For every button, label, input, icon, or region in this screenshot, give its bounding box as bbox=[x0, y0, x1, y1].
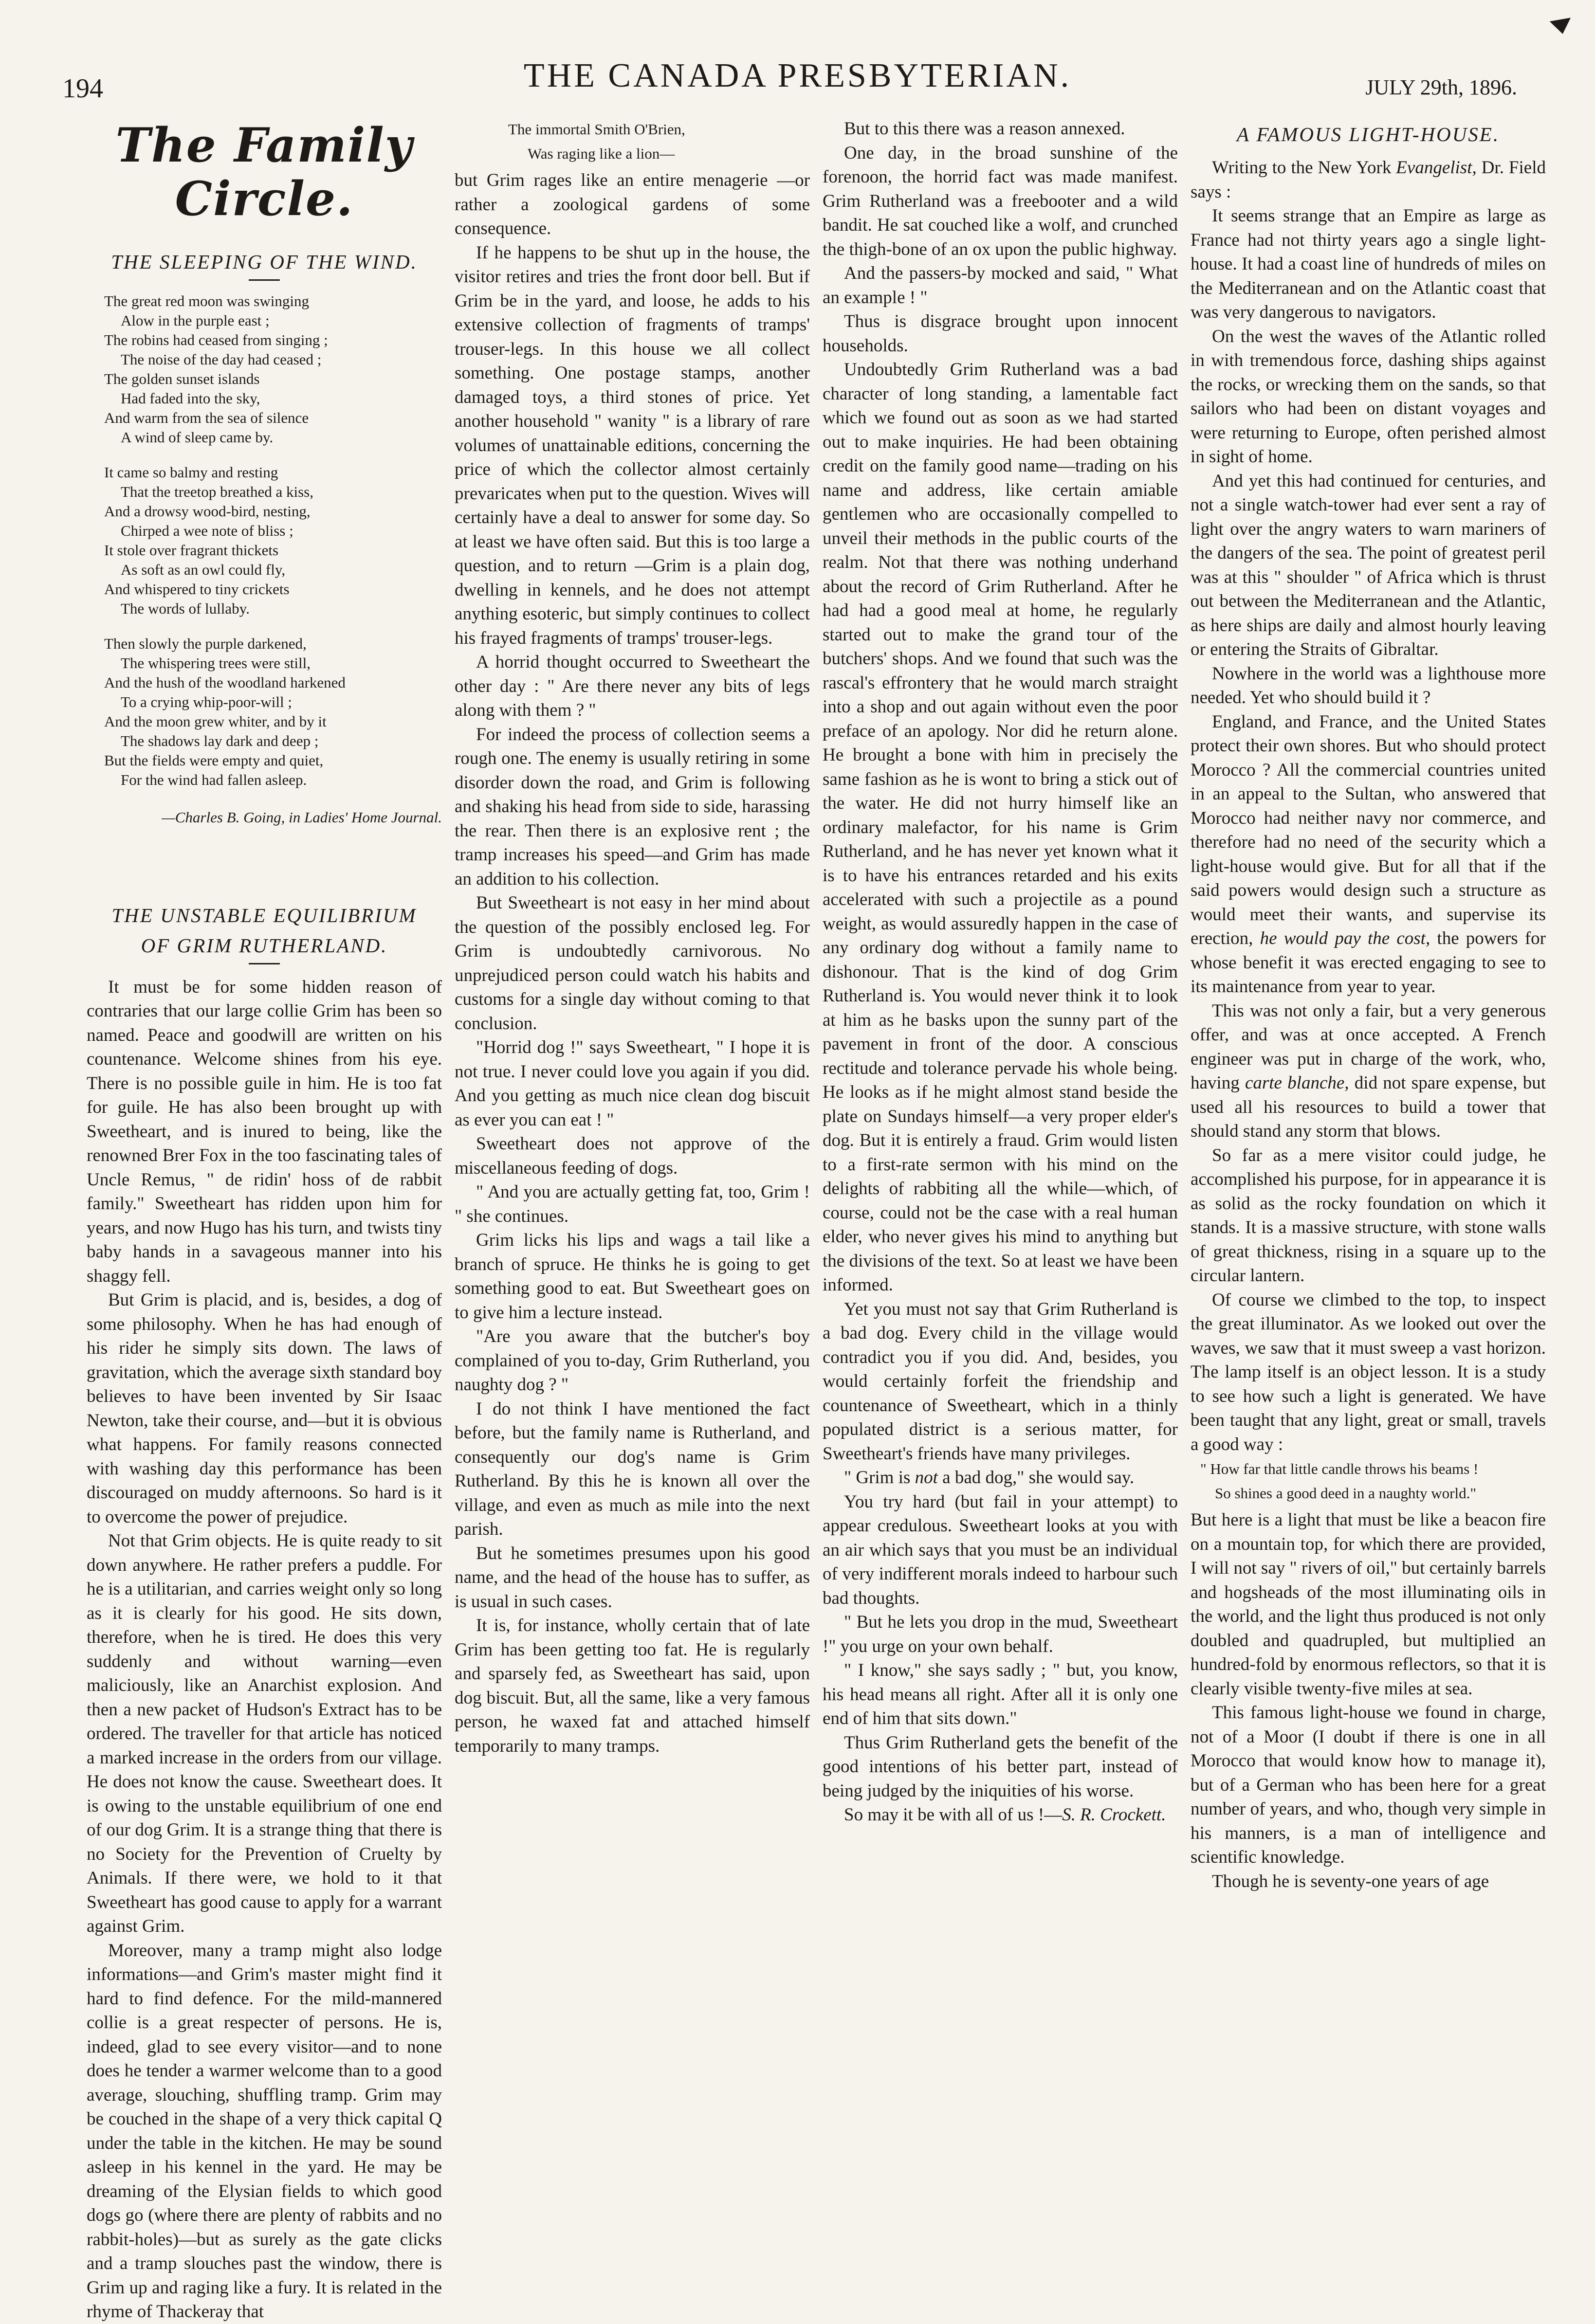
poem-line: As soft as an owl could fly, bbox=[121, 561, 286, 578]
poem-line: It came so balmy and resting bbox=[104, 464, 278, 481]
poem-line: The whispering trees were still, bbox=[121, 654, 311, 672]
poem-line: To a crying whip-poor-will ; bbox=[121, 693, 292, 710]
paragraph: Thus is disgrace brought upon innocent households. bbox=[823, 311, 1178, 356]
emphasis: not bbox=[915, 1468, 938, 1488]
poem-line: The noise of the day had ceased ; bbox=[121, 351, 322, 368]
paragraph: Grim licks his lips and wags a tail like a branch of spruce. He thinks he is going to get something good to eat. But Sweetheart goes on to give him a lecture instead. bbox=[455, 1230, 810, 1323]
title-rule bbox=[249, 279, 280, 281]
poem-line: And the hush of the woodland harkened bbox=[104, 674, 346, 691]
text-run: a bad dog," she would say. bbox=[937, 1468, 1135, 1488]
poem-body bbox=[104, 291, 442, 790]
text-run: Writing to the New York bbox=[1212, 158, 1396, 178]
paragraph: "Horrid dog !" says Sweetheart, " I hope it is not true. I never could love you again if you did. And you getting as much nice clean dog biscuit as ever you can eat ! " bbox=[455, 1037, 810, 1130]
poem-line: And a drowsy wood-bird, nesting, bbox=[104, 503, 311, 520]
paragraph: But he sometimes presumes upon his good name, and the head of the house has to suffer, as is usual in such cases. bbox=[455, 1543, 810, 1612]
paragraph: It is, for instance, wholly certain that of late Grim has been getting too fat. He is regularly and sparsely fed, as Sweetheart has said, upon dog biscuit. But, all the same, like a very famous person, he waxed fat and attached himself temporarily to many tramps. bbox=[455, 1616, 810, 1756]
paragraph: This famous light-house we found in charge, not of a Moor (I doubt if there is one in all Morocco that would know how to manage it), but of a German who has been here for a great number of years, and who, though very simple in his manners, is a man of intelligence and scientific knowledge. bbox=[1191, 1703, 1546, 1867]
poem-stanza bbox=[104, 634, 442, 790]
paragraph bbox=[1191, 710, 1546, 999]
paragraph: Sweetheart does not approve of the miscellaneous feeding of dogs. bbox=[455, 1134, 810, 1178]
paragraph: One day, in the broad sunshine of the forenoon, the horrid fact was made manifest. Grim Rutherland was a freebooter and a wild bandit. He sat couched like a wolf, and crunched the thigh-bone of an ox upon the public highway. bbox=[823, 143, 1178, 259]
text-run: England, and France, and the United States protect their own shores. But who should protect Morocco ? All the commercial countries united in an appeal to the Sultan, who answered that Morocco had neither navy nor commerce, and therefore had no need of the security which a light-house would give. But for all that if the said powers would design such a structure as would meet their wants, and supervise its erection, bbox=[1191, 711, 1546, 948]
paragraph: Yet you must not say that Grim Rutherland is a bad dog. Every child in the village would contradict you if you did. And, besides, you would certainly forfeit the friendship and countenance of Sweetheart, which in a thinly populated district is a serious matter, for Sweetheart's friends have many privileges. bbox=[823, 1299, 1178, 1464]
paragraph: For indeed the process of collection seems a rough one. The enemy is usually retiring in some disorder down the road, and Grim is following and shaking his head from side to side, harassing the rear. Then there is an explosive rent ; the tramp increases his speed—and Grim has made an addition to his collection. bbox=[455, 724, 810, 889]
paragraph: A horrid thought occurred to Sweetheart the other day : " Are there never any bits of legs along with them ? " bbox=[455, 652, 810, 720]
emphasis: carte blanche, bbox=[1245, 1073, 1349, 1093]
paragraph: Moreover, many a tramp might also lodge informations—and Grim's master might find it hard to find defence. For the mild-mannered collie is a great respecter of persons. He is, indeed, glad to see every visitor—and to none does he tender a warmer welcome than to a good average, slouching, shuffling tramp. Grim may be couched in the shape of a very thick capital Q under the table in the kitchen. He may be sound asleep in his kennel in the yard. He may be dreaming of the Elysian fields to which good dogs go (where there are plenty of rabbits and no rabbit-holes)—but as surely as the gate clicks and a tramp slouches past the window, there is Grim up and raging like a fury. It is related in the rhyme of Thackeray that bbox=[87, 1940, 442, 2322]
paragraph: Not that Grim objects. He is quite ready to sit down anywhere. He rather prefers a puddle. For he is a utilitarian, and carries weight only so long as it is clearly for his good. He sits down, therefore, when he is tired. He does this very suddenly and without warning—even maliciously, like an Anarchist explosion. And then a new packet of Hudson's Extract has to be ordered. The traveller for that article has noticed a marked increase in the orders from our village. He does not know the cause. Sweetheart does. It is owing to the unstable equilibrium of one end of our dog Grim. It is a strange thing that there is no Society for the Prevention of Cruelty by Animals. If there were, we hold to it that Sweetheart has good cause to apply for a warrant against Grim. bbox=[87, 1531, 442, 1936]
paragraph: Nowhere in the world was a lighthouse more needed. Yet who should build it ? bbox=[1191, 663, 1546, 708]
poem-line: Chirped a wee note of bliss ; bbox=[121, 522, 293, 539]
poem-credit: —Charles B. Going, in Ladies' Home Journal. bbox=[162, 809, 442, 826]
poem-line: The great red moon was swinging bbox=[104, 292, 309, 309]
paragraph: So far as a mere visitor could judge, he accomplished his purpose, for in appearance it is as solid as the rocky foundation on which it stands. It is a massive structure, with stone walls of great thickness, rising in a square up to the circular lantern. bbox=[1191, 1145, 1546, 1286]
paragraph: If he happens to be shut up in the house, the visitor retires and tries the front door bell. But if Grim be in the yard, and loose, he adds to his extensive collection of fragments of tramps' trouser-legs. In this house we all collect something. One postage stamps, another damaged toys, a third stones of price. Yet another household " wanity " is a library of rare volumes of unattainable editions, concerning the price of which the collector almost certainly prevaricates when put to the question. Wives will certainly have a deal to answer for some day. So at least we have often said. But this is too large a question, and to return —Grim is a plain dog, dwelling in kennels, and he does not attempt anything esoteric, but simply continues to collect his frayed fragments of tramps' trouser-legs. bbox=[455, 242, 810, 648]
poem-title: THE SLEEPING OF THE WIND. bbox=[111, 251, 418, 273]
paragraph: " I know," she says sadly ; " but, you know, his head means all right. After all it is only one end of him that sits down." bbox=[823, 1660, 1178, 1728]
paragraph: Though he is seventy-one years of age bbox=[1212, 1871, 1489, 1891]
text-run: Dr. Field says : bbox=[1191, 158, 1546, 202]
emphasis: he would pay the cost, bbox=[1260, 928, 1430, 948]
poem-line: It stole over fragrant thickets bbox=[104, 542, 279, 559]
text-run: This was not only a fair, but a very generous offer, and was at once accepted. A French engineer was put in charge of the work, who, having bbox=[1191, 1000, 1546, 1093]
verse-quote-line: So shines a good deed in a naughty world." bbox=[1215, 1485, 1476, 1502]
verse-quote-line: " How far that little candle throws his beams ! bbox=[1200, 1460, 1479, 1477]
paragraph: And yet this had continued for centuries, and not a single watch-tower had ever sent a ray of light over the angry waters to warn mariners of the dangers of the sea. The point of greatest peril was at this " shoulder " of Africa which is thrust out between the Mediterranean and the Atlantic, as here ships are daily and almost hourly leaving or entering the Straits of Gibraltar. bbox=[1191, 471, 1546, 659]
verse-quote-line: Was raging like a lion— bbox=[528, 145, 675, 162]
title-rule bbox=[249, 963, 280, 964]
paragraph: " But he lets you drop in the mud, Sweetheart !" you urge on your own behalf. bbox=[823, 1612, 1178, 1656]
poem-line: Had faded into the sky, bbox=[121, 390, 260, 407]
poem-stanza bbox=[104, 463, 442, 618]
emphasis: Evangelist, bbox=[1396, 158, 1477, 178]
paragraph: It seems strange that an Empire as large as France had not thirty years ago a single light-house. It had a coast line of hundreds of miles on the Mediterranean and on the Atlantic coast that was very dangerous to navigators. bbox=[1191, 206, 1546, 322]
poem-line: Then slowly the purple darkened, bbox=[104, 635, 307, 652]
poem-stanza bbox=[104, 291, 442, 447]
poem-line: Alow in the purple east ; bbox=[121, 312, 270, 329]
paragraph: Thus Grim Rutherland gets the benefit of the good intentions of his better part, instead of being judged by the iniquities of his worse. bbox=[823, 1732, 1178, 1801]
paragraph: I do not think I have mentioned the fact before, but the family name is Rutherland, and consequently our dog's name is Grim Rutherland. By this he is known all over the village, and even as much as mile into the next parish. bbox=[455, 1398, 810, 1539]
poem-line: That the treetop breathed a kiss, bbox=[121, 483, 313, 500]
column-2 bbox=[455, 117, 810, 2175]
paragraph: And the passers-by mocked and said, " What an example ! " bbox=[823, 263, 1178, 308]
column-1 bbox=[87, 117, 442, 2322]
page-number: 194 bbox=[62, 73, 103, 104]
text-run: So may it be with all of us !— bbox=[844, 1805, 1063, 1825]
text-run: " Grim is bbox=[844, 1468, 915, 1488]
poem-line: The golden sunset islands bbox=[104, 370, 260, 387]
poem-line: But the fields were empty and quiet, bbox=[104, 752, 324, 769]
paragraph: Of course we climbed to the top, to inspect the great illuminator. As we looked out over the waves, we saw that it must sweep a vast horizon. The lamp itself is an object lesson. It is a study to see how such a light is generated. We have been taught that any light, great or small, travels a good way : bbox=[1191, 1289, 1546, 1454]
paragraph: "Are you aware that the butcher's boy complained of you to-day, Grim Rutherland, you naughty dog ? " bbox=[455, 1326, 810, 1395]
verse-quote-line: The immortal Smith O'Brien, bbox=[508, 121, 685, 138]
author-credit: S. R. Crockett. bbox=[1062, 1805, 1166, 1825]
poem-line: And the moon grew whiter, and by it bbox=[104, 713, 327, 730]
corner-arrow-icon bbox=[1550, 18, 1574, 36]
text-run: the powers for whose benefit it was erected engaging to see to its maintenance from year to year. bbox=[1191, 928, 1546, 997]
poem-line: The words of lullaby. bbox=[121, 600, 250, 617]
paragraph: " And you are actually getting fat, too, Grim ! " she continues. bbox=[455, 1182, 810, 1226]
poem-line: The shadows lay dark and deep ; bbox=[121, 732, 319, 749]
masthead: THE CANADA PRESBYTERIAN. bbox=[523, 57, 1072, 94]
paragraph bbox=[823, 1466, 1178, 1490]
paragraph: On the west the waves of the Atlantic rolled in with tremendous force, dashing ships against the rocks, or wrecking them on the sands, so that sailors who had been on distant voyages and were returning to Europe, often perished almost in sight of home. bbox=[1191, 326, 1546, 467]
paragraph: Undoubtedly Grim Rutherland was a bad character of long standing, a lamentable fact which we found out as soon as we had started out to make inquiries. He had been obtaining credit on the family good name—trading on his name and address, like certain amiable gentlemen who are occasionally compelled to unveil their methods in the public courts of the realm. Not that there was nothing underhand about the record of Grim Rutherland. After he had had a good meal at home, he regularly started out to make the grand tour of the butchers' shops. And we found that such was the rascal's effrontery that he would march straight into a shop and out again without even the poor preface of an apology. Nor did he return alone. He brought a bone with him in precisely the same fashion as he is wont to bring a stick out of the water. He did not hurry himself like an ordinary malefactor, for his name is Grim Rutherland, and he has never yet known what it is to have his entrances retarded and his exits accelerated with such a projectile as a pound weight, as would assuredly happen in the case of any ordinary dog without a family name to dishonour. That is the kind of dog Grim Rutherland is. You would never think it to look at him as he basks upon the sunny part of the pavement in front of the door. A conscious rectitude and tolerance pervade his whole being. He looks as if he might almost stand beside the plate on Sundays himself—a very proper elder's dog. But it is entirely a fraud. Grim would listen to a first-rate sermon with his mind on the delights of rabbiting all the while—which, of course, could not be the case with a real human elder, who never gives his mind to anything but the divisions of the text. So at least we have been informed. bbox=[823, 360, 1178, 1295]
paragraph: But to this there was a reason annexed. bbox=[844, 119, 1125, 139]
poem-line: For the wind had fallen asleep. bbox=[121, 771, 307, 788]
article-title-line: OF GRIM RUTHERLAND. bbox=[141, 934, 388, 957]
paragraph: but Grim rages like an entire menagerie —or rather a zoological gardens of some consequence. bbox=[455, 170, 810, 238]
paragraph: But Sweetheart is not easy in her mind about the question of the possibly enclosed leg. For Grim is undoubtedly carnivorous. No unprejudiced person could watch his habits and customs for a single day without coming to that conclusion. bbox=[455, 893, 810, 1034]
paragraph: But here is a light that must be like a beacon fire on a mountain top, for which there are provided, I will not say " rivers of oil," but certainly barrels and hogsheads of the most illuminating oils in the world, and the light thus produced is not only doubled and quadrupled, but multiplied an hundred-fold by enormous reflectors, so that it is clearly visible twenty-five miles at sea. bbox=[1191, 1510, 1546, 1699]
paragraph: But Grim is placid, and is, besides, a dog of some philosophy. When he has had enough of his rider he simply sits down. The laws of gravitation, which the average sixth standard boy believes to have been invented by Sir Isaac Newton, take their course, and—but it is obvious what happens. For family reasons connected with washing day this performance has been discouraged on muddy afternoons. So hard is it to overcome the power of prejudice. bbox=[87, 1290, 442, 1527]
section-title: The Family Circle. bbox=[115, 118, 413, 226]
paragraph bbox=[1191, 156, 1546, 204]
paragraph bbox=[823, 1803, 1178, 1827]
article-title-line: THE UNSTABLE EQUILIBRIUM bbox=[111, 904, 417, 926]
paragraph bbox=[1191, 999, 1546, 1144]
column-3 bbox=[823, 117, 1178, 2175]
poem-line: And warm from the sea of silence bbox=[104, 409, 309, 426]
text-run: did not spare expense, but used all his resources to build a tower that should stand any storm that blows. bbox=[1191, 1073, 1546, 1141]
running-head bbox=[0, 54, 1595, 107]
issue-date: JULY 29th, 1896. bbox=[1365, 75, 1517, 99]
paragraph: It must be for some hidden reason of contraries that our large collie Grim has been so named. Peace and goodwill are written on his countenance. Welcome shines from his eye. There is no possible guile in him. He is too fat for guile. He has also been brought up with Sweetheart, and is inured to being, like the renowned Brer Fox in the too fascinating tales of Uncle Remus, " de ridin' hoss of de rabbit family." Sweetheart has ridden upon him for years, and now Hugo has his turn, and twists tiny baby hands in a savageous manner into his shaggy fell. bbox=[87, 977, 442, 1286]
paragraph: You try hard (but fail in your attempt) to appear credulous. Sweetheart looks at you with an air which says that you must be an individual of very indifferent morals indeed to harbour such bad thoughts. bbox=[823, 1491, 1178, 1608]
poem-line: And whispered to tiny crickets bbox=[104, 581, 290, 598]
poem-line: The robins had ceased from singing ; bbox=[104, 331, 328, 348]
column-4 bbox=[1191, 117, 1546, 2175]
article-title: A FAMOUS LIGHT-HOUSE. bbox=[1236, 123, 1500, 145]
poem-line: A wind of sleep came by. bbox=[121, 429, 274, 446]
